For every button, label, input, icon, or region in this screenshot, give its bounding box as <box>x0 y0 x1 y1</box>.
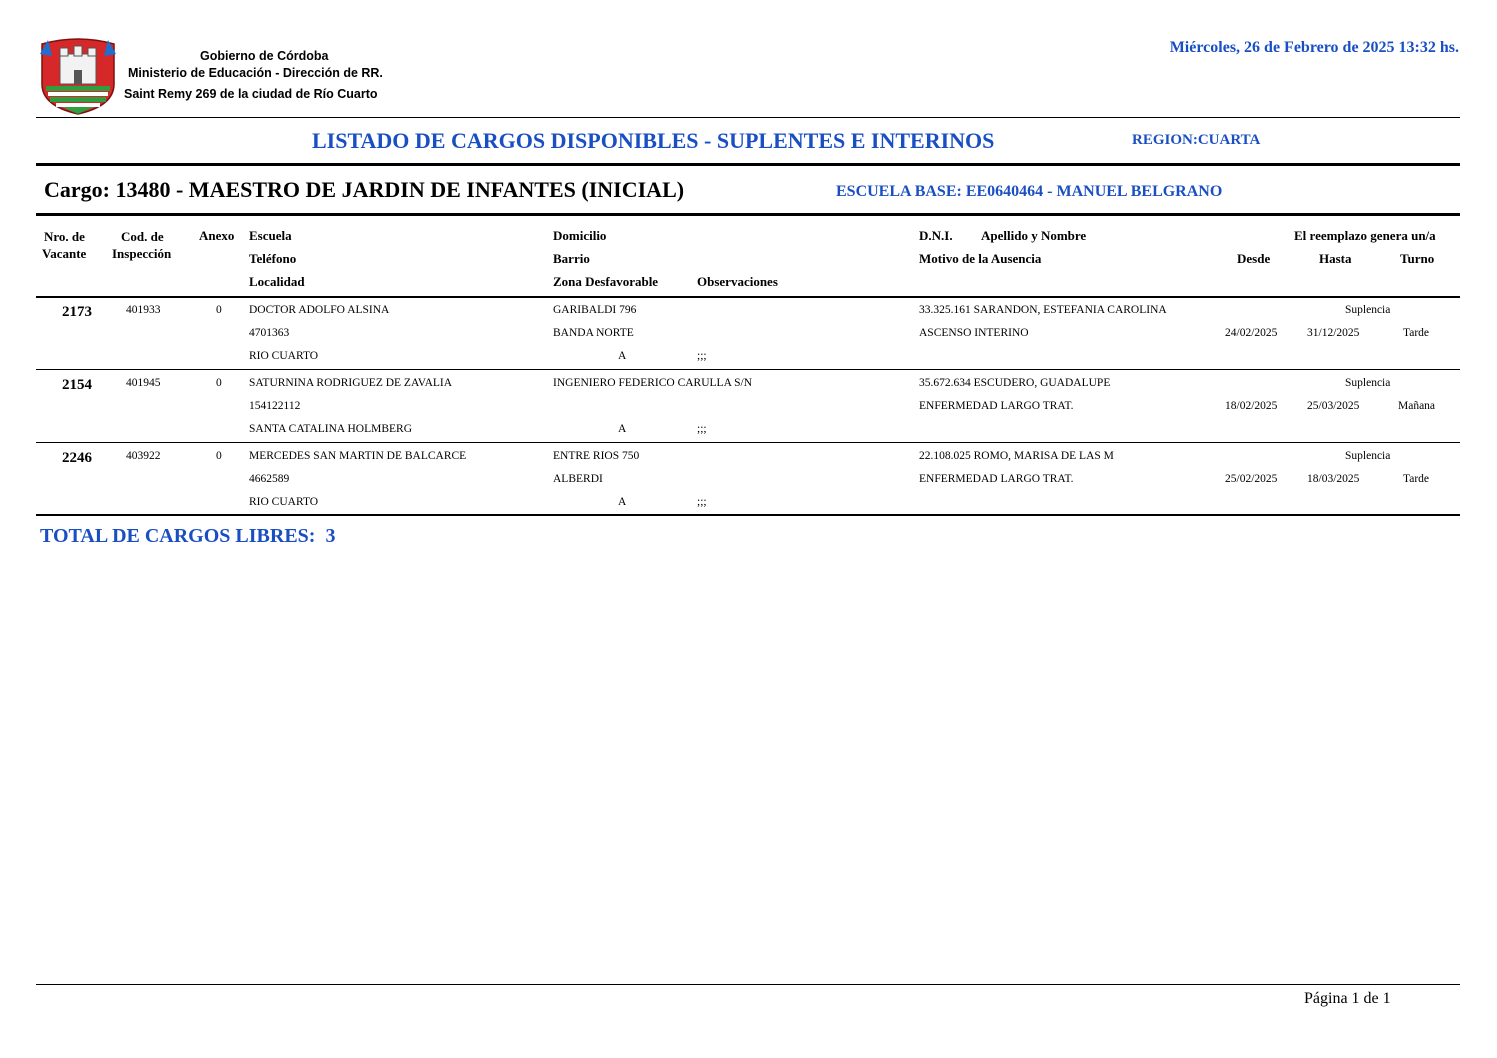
col-localidad: Localidad <box>249 274 305 289</box>
col-anexo: Anexo <box>199 228 235 243</box>
desde: 18/02/2025 <box>1225 400 1278 412</box>
turno: Tarde <box>1403 327 1430 339</box>
col-cod-inspeccion <box>112 228 171 262</box>
tipo-reemplazo: Suplencia <box>1345 304 1391 316</box>
ministry-line: Ministerio de Educación - Dirección de RR. <box>128 66 383 80</box>
footer-divider <box>36 984 1460 985</box>
col-nro-l1: Nro. de <box>44 229 85 244</box>
observaciones: ;;; <box>697 350 707 362</box>
domicilio: GARIBALDI 796 <box>553 304 637 316</box>
localidad: RIO CUARTO <box>249 350 319 362</box>
dni-nombre: 33.325.161 SARANDON, ESTEFANIA CAROLINA <box>919 304 1167 316</box>
escuela: SATURNINA RODRIGUEZ DE ZAVALIA <box>249 377 453 389</box>
col-turno: Turno <box>1400 251 1435 266</box>
vacante-number: 2154 <box>62 377 92 393</box>
observaciones: ;;; <box>697 423 707 435</box>
hasta: 25/03/2025 <box>1307 400 1360 412</box>
vacante-number: 2246 <box>62 450 92 466</box>
tipo-reemplazo: Suplencia <box>1345 450 1391 462</box>
turno: Tarde <box>1403 473 1430 485</box>
col-cod-l1: Cod. de <box>121 229 164 244</box>
cod-inspeccion: 401933 <box>126 304 161 316</box>
desde: 24/02/2025 <box>1225 327 1278 339</box>
table-row <box>0 371 1497 444</box>
barrio: BANDA NORTE <box>553 327 634 339</box>
col-domicilio: Domicilio <box>553 228 607 243</box>
government-line: Gobierno de Córdoba <box>200 49 329 63</box>
col-cod-l2: Inspección <box>112 246 172 261</box>
col-apellido: Apellido y Nombre <box>981 228 1087 243</box>
cod-inspeccion: 401945 <box>126 377 161 389</box>
zona: A <box>618 350 627 362</box>
telefono: 4662589 <box>249 473 290 485</box>
escuela: DOCTOR ADOLFO ALSINA <box>249 304 390 316</box>
barrio: ALBERDI <box>553 473 603 485</box>
col-desde: Desde <box>1237 251 1271 266</box>
telefono: 154122112 <box>249 400 301 412</box>
tipo-reemplazo: Suplencia <box>1345 377 1391 389</box>
col-motivo: Motivo de la Ausencia <box>919 251 1042 266</box>
col-barrio: Barrio <box>553 251 590 266</box>
col-dni: D.N.I. <box>919 228 953 243</box>
col-reemplazo: El reemplazo genera un/a <box>1294 228 1436 243</box>
escuela: MERCEDES SAN MARTIN DE BALCARCE <box>249 450 467 462</box>
row-divider <box>36 442 1460 443</box>
col-observaciones: Observaciones <box>697 274 778 289</box>
domicilio: INGENIERO FEDERICO CARULLA S/N <box>553 377 753 389</box>
zona: A <box>618 423 627 435</box>
desde: 25/02/2025 <box>1225 473 1278 485</box>
report-datetime: Miércoles, 26 de Febrero de 2025 13:32 hs. <box>1169 39 1459 56</box>
motivo: ENFERMEDAD LARGO TRAT. <box>919 400 1074 412</box>
anexo: 0 <box>216 304 222 316</box>
region-label: REGION:CUARTA <box>1132 132 1261 148</box>
address-line: Saint Remy 269 de la ciudad de Río Cuarto <box>124 87 378 101</box>
localidad: RIO CUARTO <box>249 496 319 508</box>
anexo: 0 <box>216 450 222 462</box>
report-title: LISTADO DE CARGOS DISPONIBLES - SUPLENTES E INTERINOS <box>312 128 995 153</box>
col-escuela: Escuela <box>249 228 292 243</box>
cod-inspeccion: 403922 <box>126 450 161 462</box>
page-number: Página 1 de 1 <box>1304 990 1391 1007</box>
table-row <box>0 298 1497 371</box>
col-nro-vacante <box>44 228 86 262</box>
telefono: 4701363 <box>249 327 290 339</box>
col-nro-l2: Vacante <box>42 246 87 261</box>
turno: Mañana <box>1398 400 1436 412</box>
escuela-base-label: ESCUELA BASE: EE0640464 - MANUEL BELGRANO <box>836 183 1223 200</box>
total-cargos-libres: TOTAL DE CARGOS LIBRES: 3 <box>40 525 336 547</box>
row-divider <box>36 369 1460 370</box>
localidad: SANTA CATALINA HOLMBERG <box>249 423 412 435</box>
cordoba-coat-of-arms-logo <box>38 34 118 116</box>
domicilio: ENTRE RIOS 750 <box>553 450 640 462</box>
cargo-title: Cargo: 13480 - MAESTRO DE JARDIN DE INFANTES (INICIAL) <box>44 177 685 202</box>
observaciones: ;;; <box>697 496 707 508</box>
table-bottom-divider <box>36 514 1460 516</box>
motivo: ASCENSO INTERINO <box>919 327 1029 339</box>
vacante-number: 2173 <box>62 304 92 320</box>
col-hasta: Hasta <box>1319 251 1352 266</box>
header-divider <box>36 117 1460 118</box>
cargo-divider <box>36 213 1460 216</box>
hasta: 18/03/2025 <box>1307 473 1360 485</box>
anexo: 0 <box>216 377 222 389</box>
motivo: ENFERMEDAD LARGO TRAT. <box>919 473 1074 485</box>
col-telefono: Teléfono <box>249 251 297 266</box>
dni-nombre: 22.108.025 ROMO, MARISA DE LAS M <box>919 450 1114 462</box>
col-zona: Zona Desfavorable <box>553 274 659 289</box>
hasta: 31/12/2025 <box>1307 327 1360 339</box>
title-divider <box>36 163 1460 166</box>
zona: A <box>618 496 627 508</box>
table-row <box>0 444 1497 517</box>
dni-nombre: 35.672.634 ESCUDERO, GUADALUPE <box>919 377 1111 389</box>
